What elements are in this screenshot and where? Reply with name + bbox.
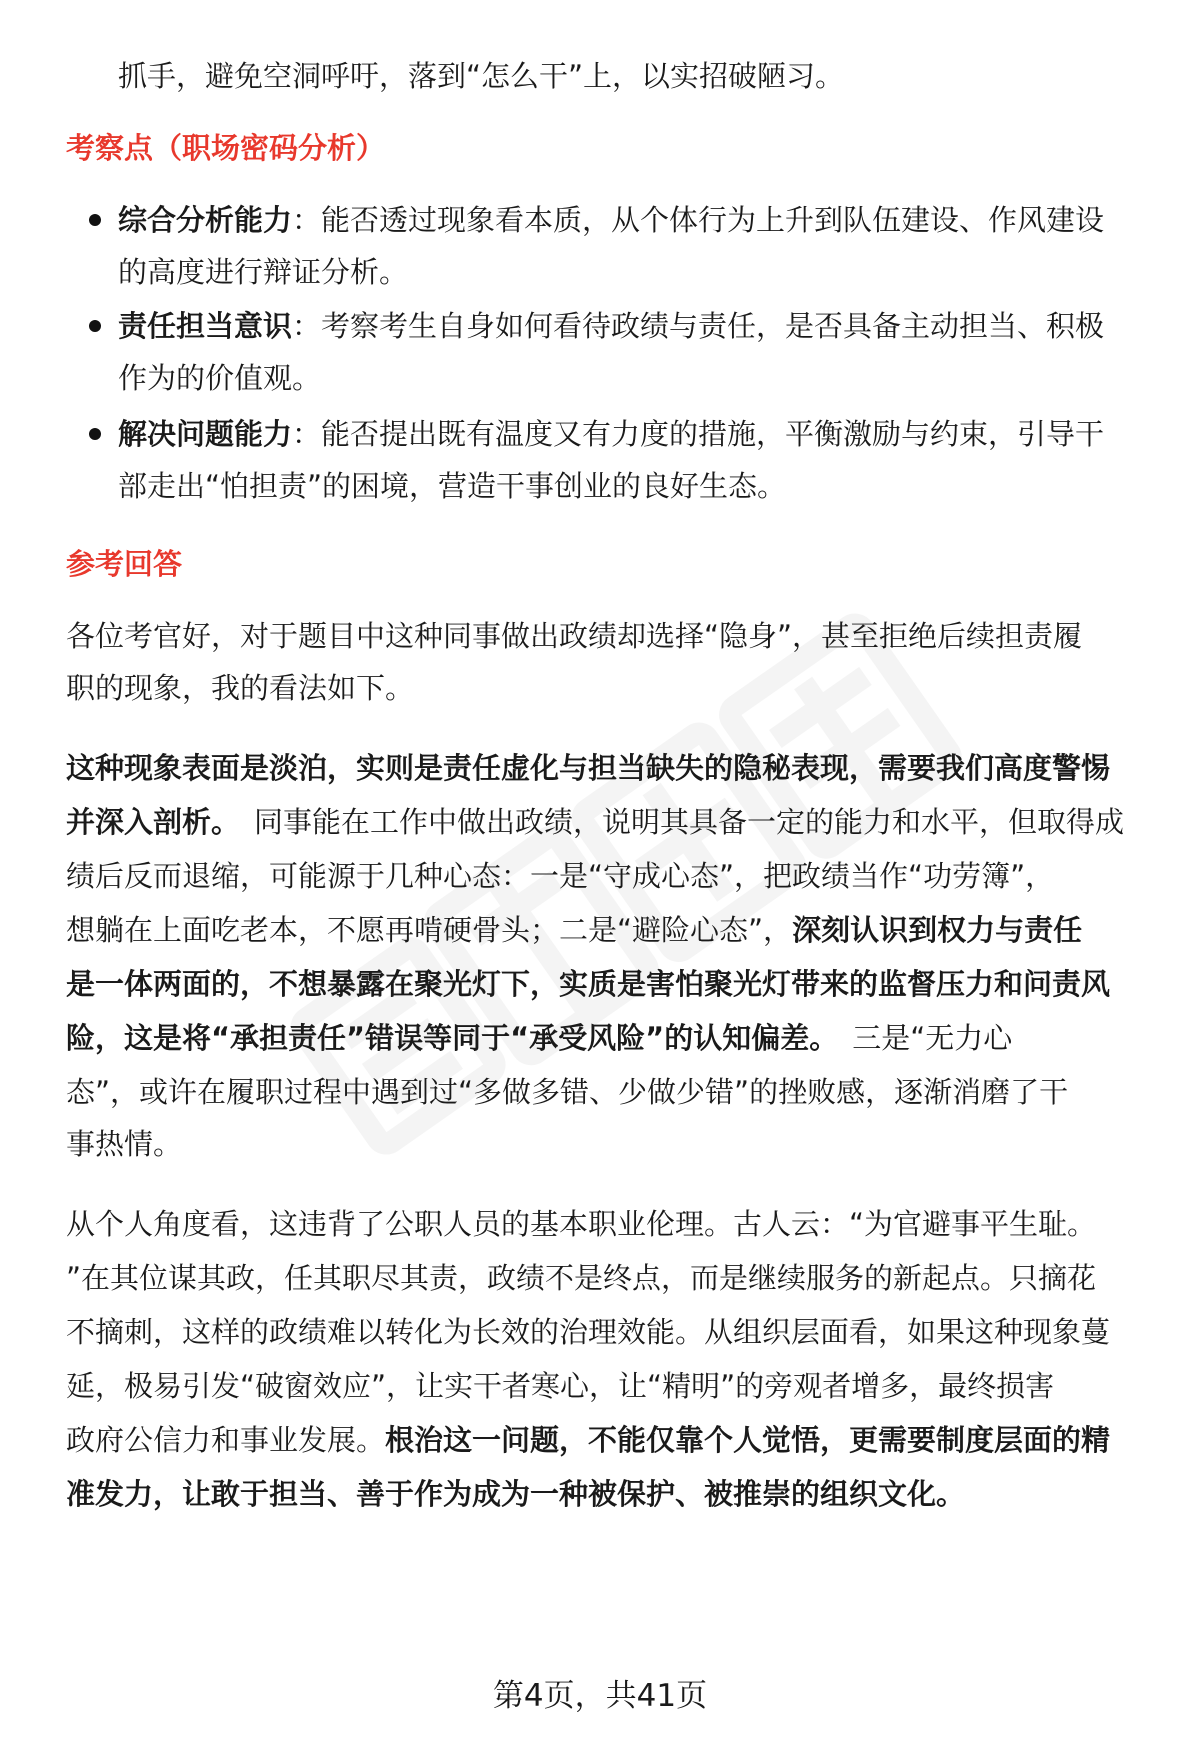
bold-phrase: 根治这一问题，不能仅靠个人觉悟，更需要制度层面的精 bbox=[385, 1423, 1111, 1457]
bullet-dot bbox=[89, 320, 101, 332]
paragraph-line bbox=[66, 910, 1082, 950]
paragraph-line-bold: 是一体两面的，不想暴露在聚光灯下，实质是害怕聚光灯带来的监督压力和问责风 bbox=[66, 967, 1111, 1001]
bullet-text: ：能否提出既有温度又有力度的措施，平衡激励与约束，引导干 bbox=[292, 417, 1105, 451]
paragraph-line bbox=[66, 1018, 1012, 1058]
watermark-logo bbox=[250, 470, 1050, 1330]
bullet-dot bbox=[89, 214, 101, 226]
bullet-label: 责任担当意识 bbox=[118, 309, 293, 343]
paragraph-line: 态”，或许在履职过程中遇到过“多做多错、少做少错”的挫败感，逐渐消磨了干 bbox=[66, 1075, 1069, 1109]
paragraph-line-bold: 这种现象表面是淡泊，实则是责任虚化与担当缺失的隐秘表现，需要我们高度警惕 bbox=[66, 751, 1111, 785]
normal-phrase: 三是“无力心 bbox=[852, 1021, 1013, 1055]
bullet-text-continued: 的高度进行辩证分析。 bbox=[118, 255, 409, 289]
normal-phrase: 想躺在上面吃老本，不愿再啃硬骨头；二是“避险心态”， bbox=[66, 913, 793, 947]
paragraph-line bbox=[66, 802, 1124, 842]
paragraph-line: 不摘刺，这样的政绩难以转化为长效的治理效能。从组织层面看，如果这种现象蔓 bbox=[66, 1315, 1111, 1349]
bullet-text-continued: 作为的价值观。 bbox=[118, 361, 322, 395]
bullet-label: 综合分析能力 bbox=[118, 203, 293, 237]
bullet-text: ：考察考生自身如何看待政绩与责任，是否具备主动担当、积极 bbox=[292, 309, 1105, 343]
normal-phrase: 同事能在工作中做出政绩，说明其具备一定的能力和水平，但取得成 bbox=[254, 805, 1125, 839]
bold-phrase: 险，这是将“承担责任”错误等同于“承受风险”的认知偏差。 bbox=[66, 1021, 839, 1055]
paragraph-line: 延，极易引发“破窗效应”，让实干者寒心，让“精明”的旁观者增多，最终损害 bbox=[66, 1369, 1055, 1403]
bullet-text: ：能否透过现象看本质，从个体行为上升到队伍建设、作风建设 bbox=[292, 203, 1105, 237]
bullet-dot bbox=[89, 428, 101, 440]
bold-phrase: 深刻认识到权力与责任 bbox=[792, 913, 1083, 947]
page-number: 第4页，共41页 bbox=[492, 1678, 708, 1714]
paragraph-line: 各位考官好，对于题目中这种同事做出政绩却选择“隐身”，甚至拒绝后续担责履 bbox=[66, 619, 1083, 653]
paragraph-line: 事热情。 bbox=[66, 1127, 183, 1161]
normal-phrase: 政府公信力和事业发展。 bbox=[66, 1423, 386, 1457]
paragraph-line bbox=[66, 1420, 1110, 1460]
intro-line: 抓手，避免空洞呼吁，落到“怎么干”上，以实招破陋习。 bbox=[118, 59, 845, 93]
section-heading-reference-answer: 参考回答 bbox=[66, 547, 183, 581]
paragraph-line: 从个人角度看，这违背了公职人员的基本职业伦理。古人云：“为官避事平生耻。 bbox=[66, 1207, 1097, 1241]
section-heading-exam-points: 考察点（职场密码分析） bbox=[66, 131, 386, 165]
paragraph-line: ”在其位谋其政，任其职尽其责，政绩不是终点，而是继续服务的新起点。只摘花 bbox=[66, 1261, 1097, 1295]
paragraph-line: 职的现象，我的看法如下。 bbox=[66, 671, 415, 705]
bullet-label: 解决问题能力 bbox=[118, 417, 293, 451]
bullet-item-analysis bbox=[118, 200, 1104, 240]
paragraph-line: 绩后反而退缩，可能源于几种心态：一是“守成心态”，把政绩当作“功劳簿”， bbox=[66, 859, 1055, 893]
bold-phrase: 并深入剖析。 bbox=[66, 805, 241, 839]
paragraph-line-bold: 准发力，让敢于担当、善于作为成为一种被保护、被推崇的组织文化。 bbox=[66, 1477, 966, 1511]
bullet-item-problem-solving bbox=[118, 414, 1104, 454]
bullet-text-continued: 部走出“怕担责”的困境，营造干事创业的良好生态。 bbox=[118, 469, 787, 503]
bullet-item-responsibility bbox=[118, 306, 1104, 346]
